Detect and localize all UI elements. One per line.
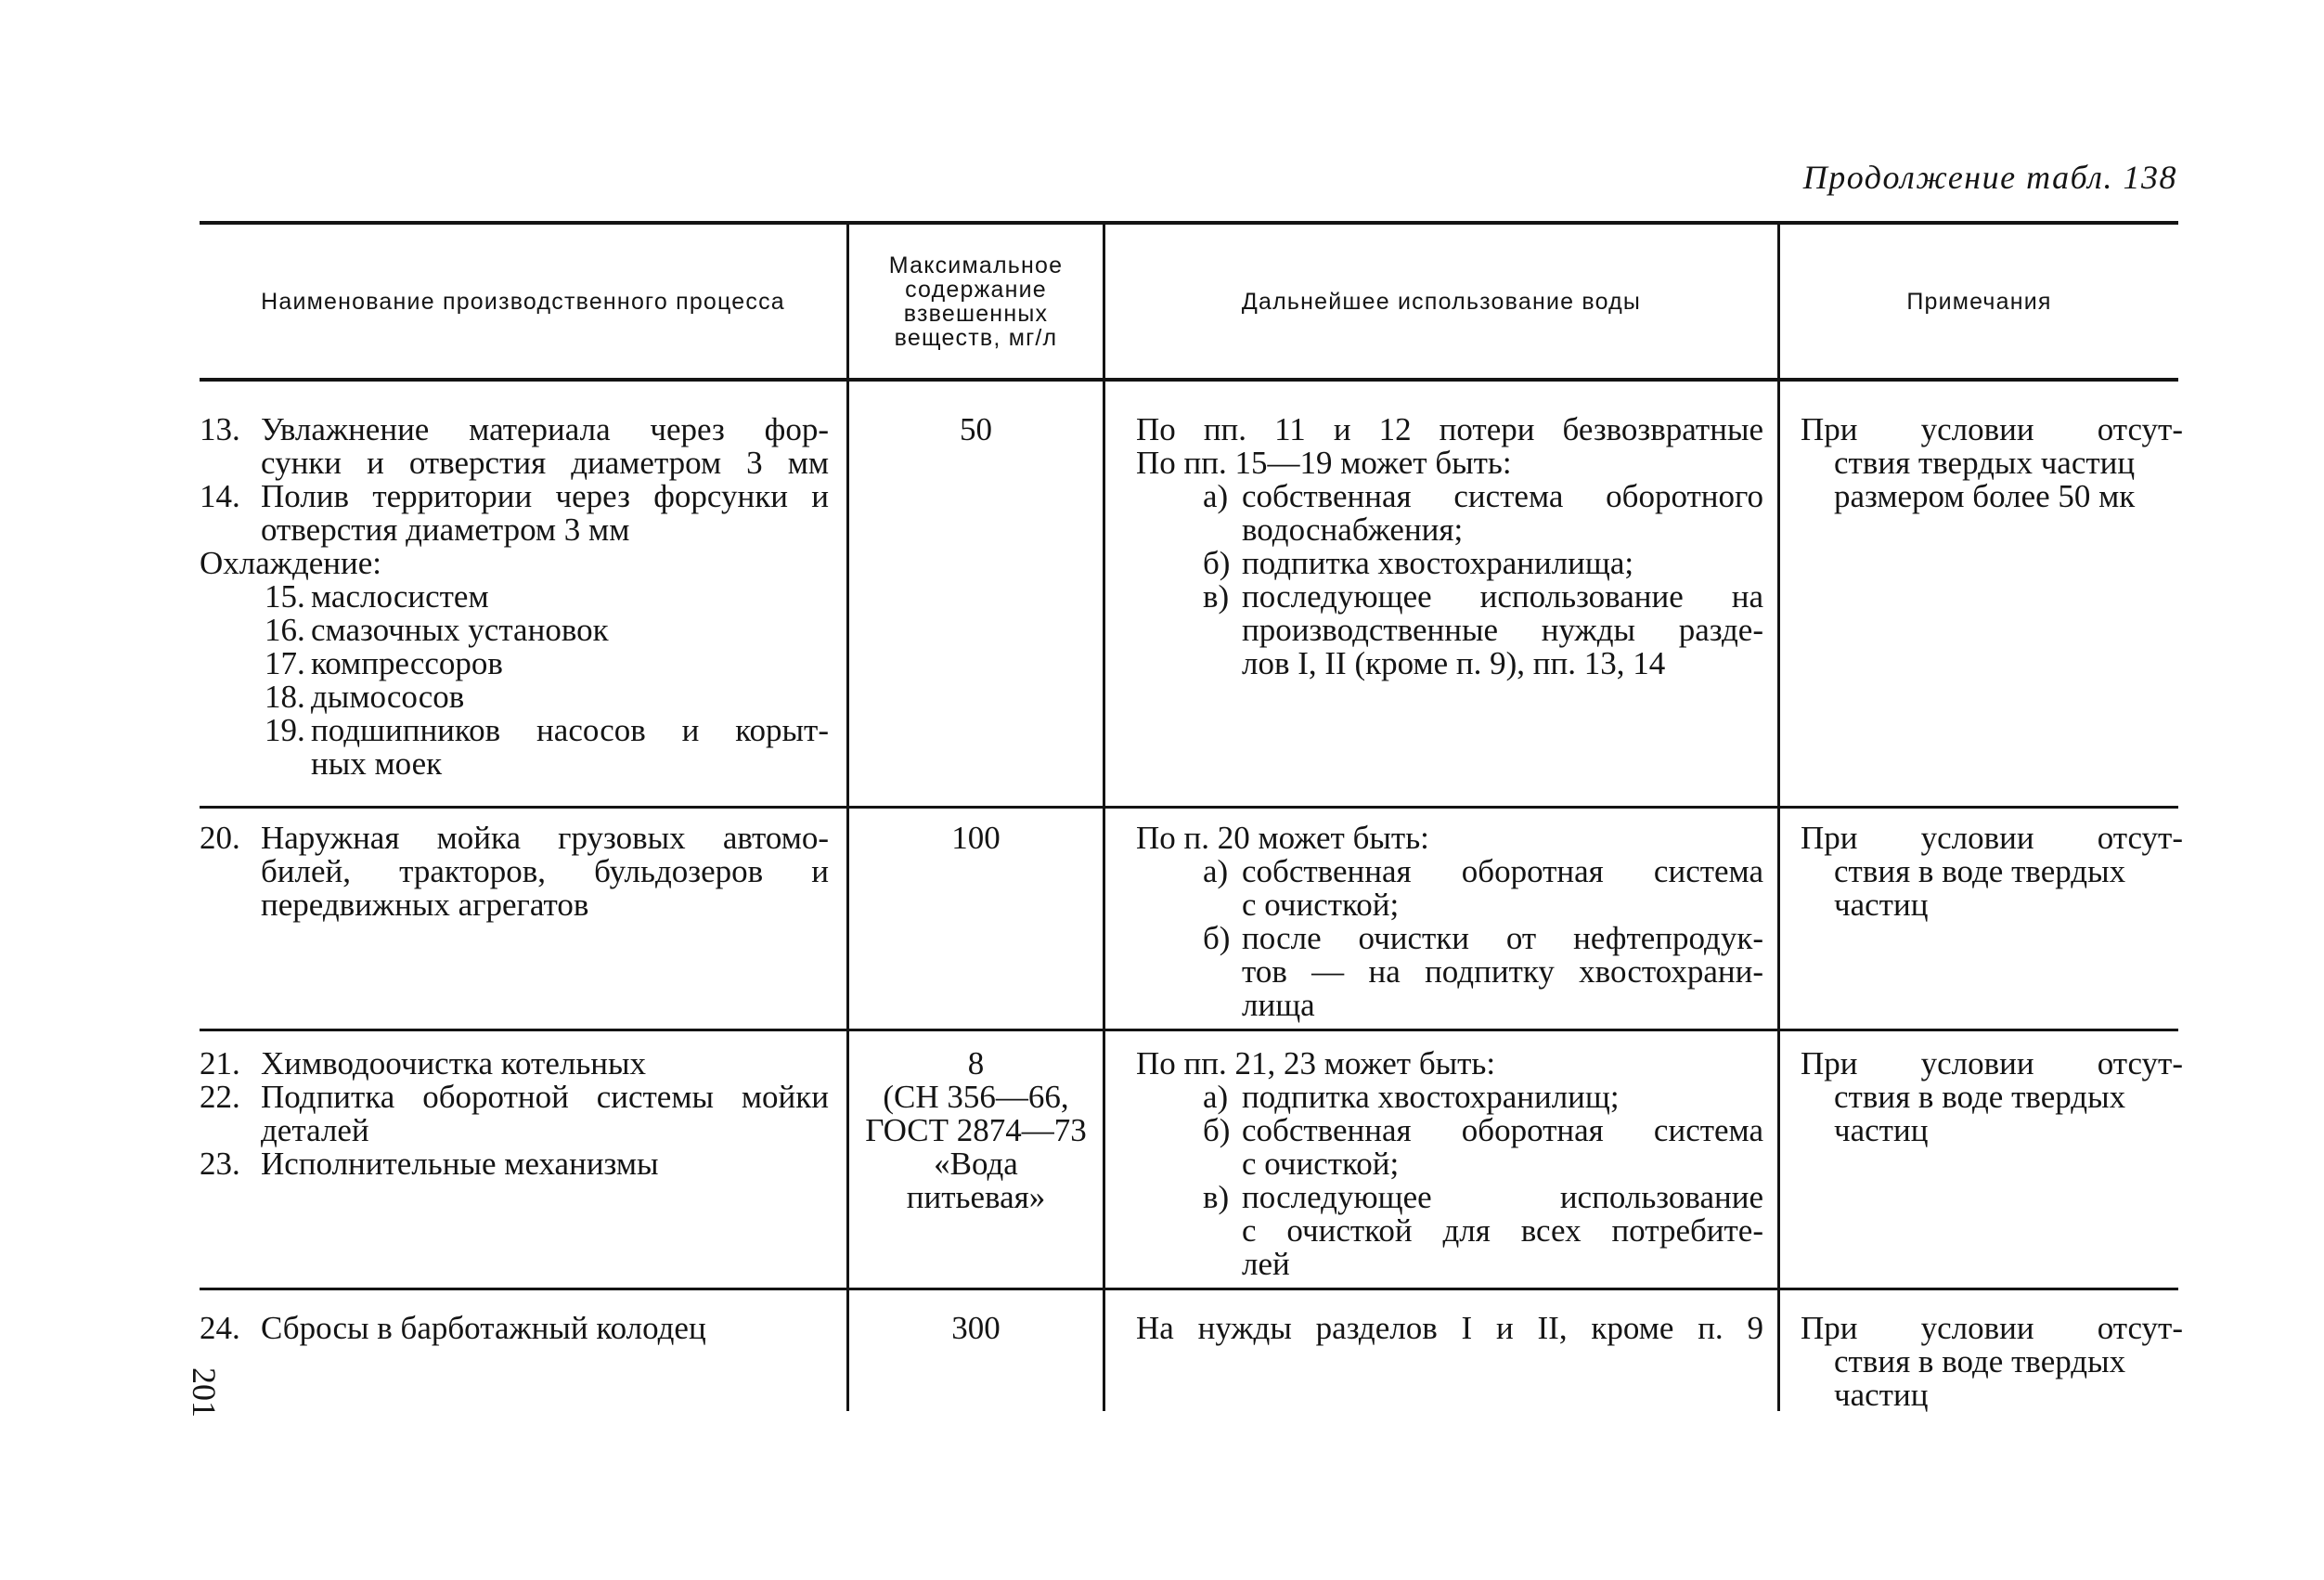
row2-max-content: 100 (951, 820, 1001, 856)
row3-notes: При условии отсут- ствия в воде твердых частиц (1801, 1045, 2183, 1148)
row2-process: 20. Наружная мойка грузовых автомо- билей, тракторов, бульдозеров и передвижных агрегатов (200, 820, 829, 923)
header-notes: Примечания (1906, 289, 2052, 315)
header-process: Наименование производственного процесса (261, 289, 785, 315)
row3-water-usage: По пп. 21, 23 может быть: а) подпитка хвостохранилищ; б) собственная оборотная система с очисткой; в) последующее использование с очисткой для всех потребите- лей (1136, 1045, 1763, 1282)
row4-notes: При условии отсут- ствия в воде твердых частиц (1801, 1310, 2183, 1413)
row4-water-usage: На нужды разделов I и II, кроме п. 9 (1136, 1310, 1763, 1346)
header-bottom-rule (200, 378, 2178, 382)
table-top-rule (200, 221, 2178, 225)
column-divider (1777, 225, 1780, 1411)
row1-max-content: 50 (960, 411, 992, 447)
page-number: 201 (186, 1367, 223, 1418)
row4-process: 24. Сбросы в барботажный колодец (200, 1310, 706, 1346)
row2-water-usage: По п. 20 может быть: а) собственная оборотная система с очисткой; б) после очистки от нефтепродук- тов — на подпитку хвостохрани- лища (1136, 820, 1763, 1023)
column-divider (1103, 225, 1105, 1411)
row4-max-content: 300 (951, 1310, 1001, 1346)
table-continuation-caption: Продолжение табл. 138 (1802, 159, 2177, 196)
row1-notes: При условии отсут- ствия твердых частиц размером более 50 мк (1801, 411, 2183, 514)
row3-max-content: 8 (СН 356—66, ГОСТ 2874—73 «Вода питьевая» (865, 1045, 1087, 1215)
row-divider (200, 1288, 2178, 1290)
row-divider (200, 806, 2178, 809)
column-divider (846, 225, 849, 1411)
row-divider (200, 1029, 2178, 1031)
header-water-usage: Дальнейшее использование воды (1241, 289, 1642, 315)
row1-process: 13. Увлажнение материала через фор- сунки и отверстия диаметром 3 мм 14. Полив территории через форсунки и отверстия диаметром 3 мм Охлаждение: 15. маслосистем 16. смазочных установок 17. компрессоров 18. дымососов 19. подшипников насосов и корыт- ных моек (200, 411, 829, 782)
row1-water-usage: По пп. 11 и 12 потери безвозвратные По пп. 15—19 может быть: а) собственная система оборотного водоснабжения; б) подпитка хвостохранилища; в) последующее использование на производственные нужды разде- лов I, II (кроме п. 9), пп. 13, 14 (1136, 411, 1763, 681)
row3-process: 21. Химводоочистка котельных 22. Подпитка оборотной системы мойки деталей 23. Исполнительные механизмы (200, 1045, 829, 1182)
header-max-content: Максимальное содержание взвешенных веществ, мг/л (888, 253, 1064, 351)
row2-notes: При условии отсут- ствия в воде твердых частиц (1801, 820, 2183, 923)
